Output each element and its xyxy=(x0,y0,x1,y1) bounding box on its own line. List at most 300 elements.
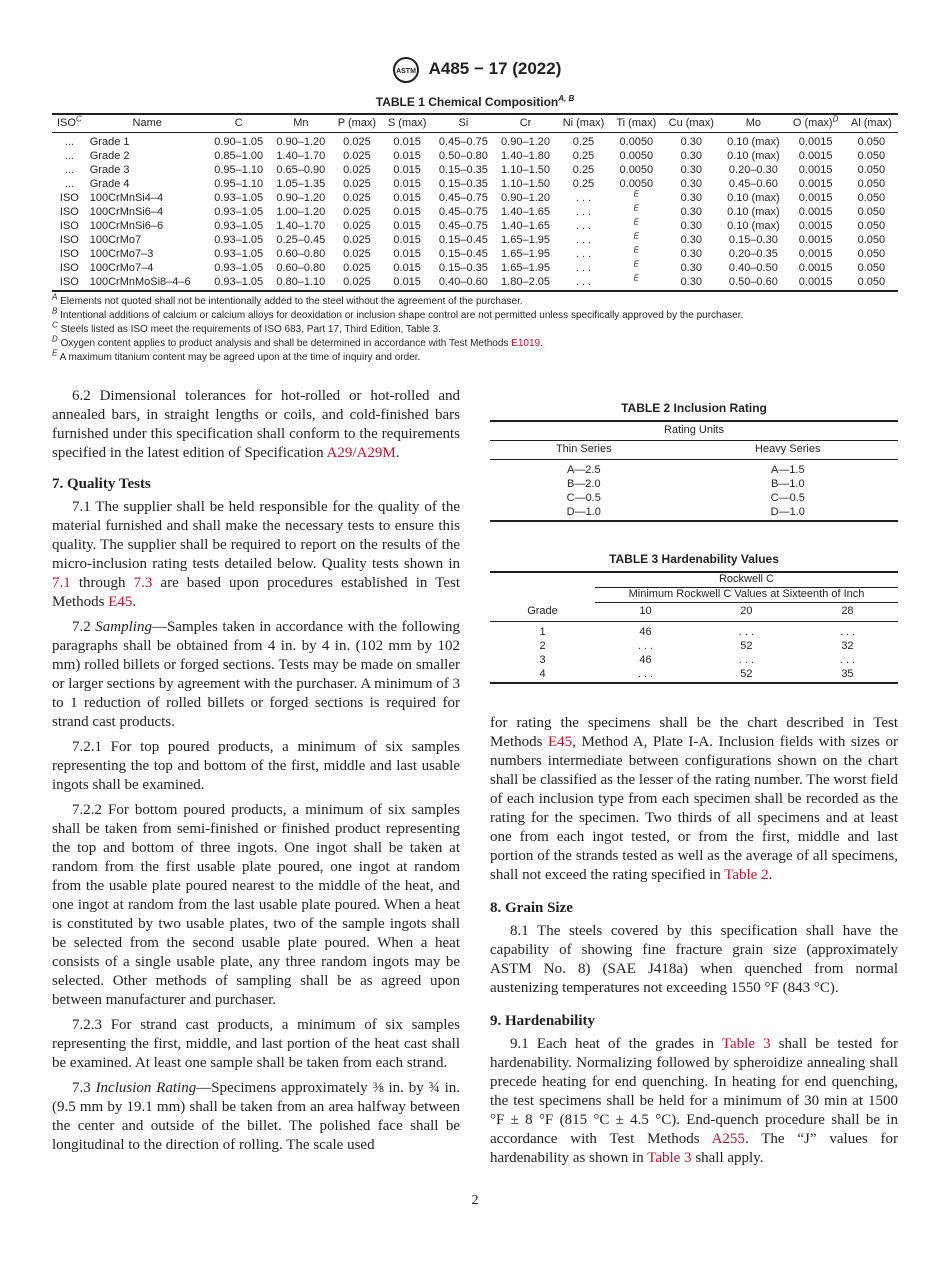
table3-col-header: 28 xyxy=(797,602,898,621)
table-cell: 0.30 xyxy=(680,248,702,261)
table-cell: C—0.5 xyxy=(770,492,805,505)
table-cell: 0.15–0.35 xyxy=(438,178,488,191)
text-segment: A maximum titanium content may be agreed upon at the time of inquiry and order. xyxy=(59,351,421,363)
table-cell: 52 xyxy=(740,640,753,653)
table-cell: 0.050 xyxy=(857,192,886,205)
table-cell: . . . xyxy=(637,668,654,681)
link-e45[interactable]: E45 xyxy=(548,733,573,750)
table-cell: Grade 2 xyxy=(89,150,130,163)
table-cell: 100CrMnSi4–4 xyxy=(89,192,164,205)
table-cell: 0.0015 xyxy=(798,262,833,275)
table-row xyxy=(52,150,898,164)
text-segment: C xyxy=(234,116,243,129)
table3-group: Rockwell C xyxy=(595,572,898,588)
table1-col-header xyxy=(87,114,208,133)
table-cell: . . . xyxy=(575,234,592,247)
table-cell: 0.015 xyxy=(393,234,421,247)
table-cell: 0.0015 xyxy=(798,248,833,261)
text-segment: P (max) xyxy=(337,116,377,129)
table-cell: 1.10–1.50 xyxy=(501,178,550,191)
table-cell: 0.0050 xyxy=(619,150,654,163)
table-cell: 100CrMnSi6–4 xyxy=(89,206,164,219)
text-segment: through xyxy=(70,574,134,591)
table-cell: . . . xyxy=(575,276,592,289)
table2-grid xyxy=(490,420,898,522)
table-cell: 0.93–1.05 xyxy=(214,206,264,219)
text-segment: 7.3 xyxy=(72,1079,96,1096)
text-segment: Intentional additions of calcium or calcium alloys for deoxidation or inclusion shape control are not permitted unless specifically approved by the purchaser. xyxy=(60,309,744,321)
table-cell: 0.050 xyxy=(857,234,886,247)
table-cell: 0.025 xyxy=(343,248,371,261)
table-cell: 1.00–1.20 xyxy=(276,206,326,219)
table-cell: Grade 4 xyxy=(89,178,130,191)
footnote-mark: E xyxy=(633,245,640,255)
table-cell: 0.95–1.10 xyxy=(214,164,264,177)
table-cell: 1.65–1.95 xyxy=(501,248,550,261)
table-cell: 0.45–0.60 xyxy=(728,178,778,191)
text-segment: Ti (max) xyxy=(616,116,657,129)
table-cell: 0.050 xyxy=(857,206,886,219)
table-cell: 0.15–0.35 xyxy=(438,164,488,177)
table-cell: D—1.0 xyxy=(566,506,601,519)
table-cell: 0.90–1.20 xyxy=(501,136,550,149)
text-segment: Mn xyxy=(293,116,309,129)
text-segment: Inclusion Rating xyxy=(95,1079,197,1096)
table-row xyxy=(490,492,898,506)
text-segment: for rating the specimens shall be the chart described in Test Methods xyxy=(490,714,898,750)
footnote-mark: B xyxy=(52,306,58,316)
footnote-mark: E xyxy=(633,189,640,199)
text-segment: —Samples taken in accordance with the following paragraphs shall be obtained from 4 in. by 4 in. (102 mm by 102 mm) rolled billets or forged sections. Tests may be made on smaller or larger sections by agreement with the purchaser. A minimum of 3 to 1 reduction of rolled billets or forged sections is required for strand cast products. xyxy=(52,618,460,730)
table-cell: 0.10 (max) xyxy=(727,136,780,149)
table-cell: 0.90–1.20 xyxy=(276,192,326,205)
table-row xyxy=(490,668,898,683)
text-segment: . xyxy=(540,337,543,349)
table-cell: . . . xyxy=(738,654,755,667)
para-7-1 xyxy=(52,498,460,612)
table1-col-header xyxy=(662,114,720,133)
table-cell: 0.025 xyxy=(343,178,371,191)
text-segment: Cu (max) xyxy=(668,116,714,129)
table-cell: 0.15–0.30 xyxy=(728,234,778,247)
table-cell: 0.45–0.75 xyxy=(438,220,488,233)
table-cell: 0.025 xyxy=(343,206,371,219)
table-row xyxy=(52,206,898,220)
table-cell: 0.050 xyxy=(857,276,886,289)
table-cell: 0.30 xyxy=(680,262,702,275)
table-row xyxy=(490,478,898,492)
table3-subgroup: Minimum Rockwell C Values at Sixteenth of Inch xyxy=(595,587,898,602)
table-cell: Grade 1 xyxy=(89,136,130,149)
table1-col-header xyxy=(208,114,270,133)
table-cell: 0.90–1.05 xyxy=(214,136,264,149)
link-table-3[interactable]: Table 3 xyxy=(721,1035,771,1052)
table1-col-header xyxy=(52,114,87,133)
table-cell: 0.30 xyxy=(680,192,702,205)
table-cell: 0.30 xyxy=(680,276,702,289)
table-cell: 1.65–1.95 xyxy=(501,234,550,247)
right-column xyxy=(490,387,898,1168)
table-cell: 1.65–1.95 xyxy=(501,262,550,275)
table-cell: 0.025 xyxy=(343,192,371,205)
table-cell: 0.90–1.20 xyxy=(276,136,326,149)
table-cell: ... xyxy=(64,150,74,163)
table-cell: 0.65–0.90 xyxy=(276,164,326,177)
table-cell: 1 xyxy=(539,626,546,639)
text-segment: ISO xyxy=(57,116,76,129)
page-number: 2 xyxy=(471,1192,479,1208)
table-cell: 100CrMo7–4 xyxy=(89,262,154,275)
table-cell: 0.015 xyxy=(393,178,421,191)
table-cell: 100CrMo7–3 xyxy=(89,248,154,261)
table-row xyxy=(490,654,898,668)
table-cell: 0.30 xyxy=(680,220,702,233)
footnote-mark: E xyxy=(52,348,58,358)
table-cell: A—2.5 xyxy=(566,464,601,477)
table-cell: A—1.5 xyxy=(770,464,805,477)
table-row xyxy=(52,262,898,276)
table-cell: 32 xyxy=(841,640,854,653)
table-cell: 1.05–1.35 xyxy=(276,178,326,191)
table-cell: 0.0015 xyxy=(798,178,833,191)
text-segment: shall apply. xyxy=(691,1149,764,1166)
link-e45[interactable]: E45 xyxy=(108,593,133,610)
table-row xyxy=(490,640,898,654)
table-cell: 0.25–0.45 xyxy=(276,234,326,247)
table-row xyxy=(490,506,898,521)
table-cell: C—0.5 xyxy=(566,492,601,505)
text-segment: shall be tested for hardenability. Normalizing followed by spheroidize annealing shall precede heating for end quenching. In heating for end quenching, the test specimens shall be held for a minimum of 30 min at 1500 °F ± 8 °F (815 °C ± 4.5 °C). End-quench procedure shall be in accordance with Test Methods xyxy=(490,1035,899,1147)
table-cell: 0.60–0.80 xyxy=(276,248,326,261)
table-cell: . . . xyxy=(575,220,592,233)
table-cell: 0.025 xyxy=(343,276,371,289)
table2-group: Rating Units xyxy=(490,421,898,441)
footnote-mark: E xyxy=(633,231,640,241)
table-cell: ISO xyxy=(59,220,79,233)
table-cell: 0.015 xyxy=(393,220,421,233)
table-cell: ISO xyxy=(59,276,79,289)
footnote xyxy=(52,348,898,365)
table1-col-header xyxy=(610,114,662,133)
text-segment: , Method A, Plate I-A. Inclusion fields with sizes or numbers intermediate between configurations shown on the chart shall be classified as the lesser of the rating number. The worst field of each inclusion type from each specimen shall be recorded as the rating for the specimen. Two thirds of all specimens and at least one from each ingot tested, or from the first, middle and last portion of the strands tested as well as the average of all specimens, shall not exceed the rating specified in xyxy=(490,733,898,883)
table-cell: 0.93–1.05 xyxy=(214,248,264,261)
table1-col-header xyxy=(557,114,611,133)
footnote-mark: E xyxy=(633,259,640,269)
table-cell: 0.10 (max) xyxy=(727,150,780,163)
table-cell: 0.15–0.35 xyxy=(438,262,488,275)
document-title: A485 − 17 (2022) xyxy=(428,59,562,78)
table-chemical-composition xyxy=(52,95,898,292)
table-cell: 0.30 xyxy=(680,178,702,191)
footnote-mark: E xyxy=(633,217,640,227)
table-cell: 0.93–1.05 xyxy=(214,276,264,289)
table-cell: ... xyxy=(64,178,74,191)
table-cell: 0.93–1.05 xyxy=(214,234,264,247)
table-cell: 0.0015 xyxy=(798,164,833,177)
text-segment: 6.2 Dimensional tolerances for hot-rolled or hot-rolled and annealed bars, in straight lengths or coils, and cold-finished bars furnished under this specification shall conform to the requirements specified in the latest edition of Specification xyxy=(52,387,460,461)
table-cell: 0.0015 xyxy=(798,150,833,163)
table-cell: 0.0050 xyxy=(619,136,654,149)
para-7-2-2: 7.2.2 For bottom poured products, a minimum of six samples shall be taken from semi-finished or finished product representing the top and bottom of three ingots. One ingot shall be taken at random from the first usable plate poured, one ingot at random from the usable plate poured nearest to the middle of the heat, and one ingot at random from the last usable plate poured. When a heat is constituted by two usable plates, two of the sample ingots shall be selected from the second usable plate poured. When a heat consists of a single usable plate, any three random ingots may be selected. Other methods of sampling shall be as agreed upon between manufacturer and purchaser. xyxy=(52,801,460,1008)
svg-text:ASTM: ASTM xyxy=(395,67,416,75)
table-cell: 0.93–1.05 xyxy=(214,192,264,205)
link-7-3[interactable]: 7.3 xyxy=(133,574,153,591)
para-7-2-3: 7.2.3 For strand cast products, a minimum of six samples representing the first, middle, and last portion of the heat cast shall be examined. At least one sample shall be taken from each strand. xyxy=(52,1016,460,1071)
table-cell: 0.015 xyxy=(393,262,421,275)
table-cell: 100CrMnMoSi8–4–6 xyxy=(89,276,191,289)
table-cell: 0.45–0.75 xyxy=(438,192,488,205)
table-cell: 0.0015 xyxy=(798,276,833,289)
table-row xyxy=(52,178,898,192)
table-cell: 0.50–0.60 xyxy=(728,276,778,289)
text-segment: Cr xyxy=(519,116,532,129)
table-cell xyxy=(610,273,662,291)
two-column-body xyxy=(52,387,898,1168)
table1-title-footnote: A, B xyxy=(558,93,575,103)
table-cell: ISO xyxy=(59,234,79,247)
table-cell: 0.40–0.50 xyxy=(728,262,778,275)
table1-col-header xyxy=(787,114,845,133)
para-8-1: 8.1 The steels covered by this specification shall have the capability of showing fine fracture grain size (approximately ASTM No. 8) (SAE J418a) when quenched from normal austenizing temperatures not exceeding 1550 °F (843 °C). xyxy=(490,922,898,996)
footnote-mark: A xyxy=(52,292,58,302)
text-segment: . The “J” values for hardenability as shown in xyxy=(490,1130,898,1166)
table1-col-header xyxy=(432,114,494,133)
table-inclusion-rating xyxy=(490,401,898,522)
table-cell: 0.0015 xyxy=(798,206,833,219)
table-cell: 0.015 xyxy=(393,192,421,205)
table-cell: 0.050 xyxy=(857,150,886,163)
table-cell: 0.0015 xyxy=(798,192,833,205)
table-cell: ISO xyxy=(59,192,79,205)
link-table-2[interactable]: Table 2 xyxy=(724,866,769,883)
table-cell: 0.050 xyxy=(857,262,886,275)
table-cell: ... xyxy=(64,136,74,149)
text-segment: Steels listed as ISO meet the requirements of ISO 683, Part 17, Third Edition, Table 3. xyxy=(60,323,441,335)
table-cell: 0.30 xyxy=(680,150,702,163)
table-cell: B—2.0 xyxy=(566,478,601,491)
footnote-mark: C xyxy=(52,320,58,330)
table-row xyxy=(490,621,898,640)
table3-col-header: 10 xyxy=(595,602,696,621)
text-segment: Name xyxy=(132,116,162,129)
table1-col-header xyxy=(494,114,556,133)
table-hardenability xyxy=(490,552,898,684)
table-row xyxy=(52,192,898,206)
table-row xyxy=(52,164,898,178)
text-segment: 7.2 xyxy=(72,618,96,635)
table-cell: 1.40–1.80 xyxy=(501,150,550,163)
para-7-2 xyxy=(52,618,460,732)
table-cell: 0.050 xyxy=(857,136,886,149)
table-cell: 100CrMo7 xyxy=(89,234,142,247)
para-7-2-1: 7.2.1 For top poured products, a minimum of six samples representing the top and bottom of the first, middle and last usable ingots shall be examined. xyxy=(52,738,460,793)
footnote xyxy=(52,292,898,309)
table1-title-row xyxy=(52,95,898,110)
footnote xyxy=(52,306,898,323)
table-cell: 46 xyxy=(639,654,652,667)
table-cell: 0.30 xyxy=(680,206,702,219)
text-segment: Sampling xyxy=(95,618,152,635)
text-segment: Elements not quoted shall not be intentionally added to the steel without the agreement of the purchaser. xyxy=(60,295,523,307)
heading-quality-tests: 7. Quality Tests xyxy=(52,475,151,492)
table-row xyxy=(52,220,898,234)
table-cell: 0.50–0.80 xyxy=(438,150,488,163)
table-cell: 0.025 xyxy=(343,164,371,177)
table-cell: 1.40–1.65 xyxy=(501,206,550,219)
para-7-3-cont xyxy=(490,714,898,885)
footnote-mark: E xyxy=(633,203,640,213)
table-cell: 0.20–0.35 xyxy=(728,248,778,261)
heading-hardenability: 9. Hardenability xyxy=(490,1012,596,1029)
table-cell: 0.015 xyxy=(393,248,421,261)
text-segment: 7.1 The supplier shall be held responsible for the quality of the material furnished and shall make the necessary tests to ensure this quality. The supplier shall be required to report on the results of the micro-inclusion rating tests detailed below. Quality tests shown in xyxy=(52,498,460,572)
table1-grid xyxy=(52,113,898,292)
table-cell: 35 xyxy=(841,668,854,681)
table-cell: 0.025 xyxy=(343,234,371,247)
table-cell: 0.25 xyxy=(572,150,595,163)
table-cell: 0.0050 xyxy=(619,178,654,191)
table-cell: . . . xyxy=(738,626,755,639)
table-cell: . . . xyxy=(839,626,856,639)
table-cell: D—1.0 xyxy=(770,506,805,519)
table-cell: 0.10 (max) xyxy=(727,220,780,233)
table2-col-heavy: Heavy Series xyxy=(678,440,898,459)
table-cell: 0.45–0.75 xyxy=(438,136,488,149)
table-cell: 0.40–0.60 xyxy=(438,276,488,289)
text-segment: 9.1 Each heat of the grades in xyxy=(510,1035,722,1052)
table-cell: 0.25 xyxy=(572,164,595,177)
table-cell: 0.15–0.45 xyxy=(438,234,488,247)
table-cell: 0.0015 xyxy=(798,234,833,247)
table-cell: 0.85–1.00 xyxy=(214,150,264,163)
table-cell: 0.25 xyxy=(572,136,595,149)
table-row xyxy=(52,276,898,291)
table3-grid xyxy=(490,571,898,684)
table-cell: 0.90–1.20 xyxy=(501,192,550,205)
text-segment: Ni (max) xyxy=(562,116,605,129)
table1-col-header xyxy=(382,114,432,133)
footnote-mark: E xyxy=(633,273,640,283)
text-segment: . xyxy=(132,593,137,610)
table-row xyxy=(490,459,898,478)
table-cell: ... xyxy=(64,164,74,177)
table-cell: 0.0015 xyxy=(798,220,833,233)
table-row xyxy=(52,248,898,262)
link-table-3[interactable]: Table 3 xyxy=(647,1149,692,1166)
footnote-mark: D xyxy=(52,334,58,344)
table-cell: 0.050 xyxy=(857,164,886,177)
text-segment: O (max) xyxy=(792,116,833,129)
table-cell: 1.40–1.65 xyxy=(501,220,550,233)
link-a255[interactable]: A255 xyxy=(711,1130,745,1147)
table-cell: 4 xyxy=(539,668,546,681)
text-segment: . xyxy=(768,866,773,883)
para-6-2 xyxy=(52,387,460,463)
page-header xyxy=(52,56,898,83)
para-9-1 xyxy=(490,1035,898,1168)
link-e1019[interactable]: E1019 xyxy=(511,337,541,349)
table-cell: B—1.0 xyxy=(770,478,805,491)
table-cell: 0.30 xyxy=(680,136,702,149)
table-cell: . . . xyxy=(575,192,592,205)
table1-title: TABLE 1 Chemical Composition xyxy=(375,94,559,109)
table-cell: 100CrMnSi6–6 xyxy=(89,220,164,233)
table-cell: 1.40–1.70 xyxy=(276,150,326,163)
footnote xyxy=(52,320,898,337)
table-cell: . . . xyxy=(637,640,654,653)
table-cell: 0.25 xyxy=(572,178,595,191)
table-cell: 46 xyxy=(639,626,652,639)
table-cell: 0.0050 xyxy=(619,164,654,177)
table-cell: . . . xyxy=(839,654,856,667)
table-cell: 0.015 xyxy=(393,164,421,177)
link-7-1[interactable]: 7.1 xyxy=(52,574,71,591)
table1-col-header xyxy=(720,114,786,133)
astm-logo-icon xyxy=(389,57,423,83)
table-cell: 0.93–1.05 xyxy=(214,220,264,233)
text-segment: Al (max) xyxy=(850,116,892,129)
table-cell: 0.93–1.05 xyxy=(214,262,264,275)
table-cell: 0.025 xyxy=(343,150,371,163)
para-7-3 xyxy=(52,1079,460,1155)
table-cell: 0.15–0.45 xyxy=(438,248,488,261)
table-cell: 0.015 xyxy=(393,276,421,289)
table-cell: ISO xyxy=(59,206,79,219)
table-row xyxy=(52,234,898,248)
text-segment: Si xyxy=(458,116,469,129)
table1-footnotes xyxy=(52,292,898,365)
table-cell: 0.45–0.75 xyxy=(438,206,488,219)
table-cell: 3 xyxy=(539,654,546,667)
table-cell: 52 xyxy=(740,668,753,681)
table-cell: 0.050 xyxy=(857,220,886,233)
table-cell: . . . xyxy=(575,206,592,219)
table-cell: 0.10 (max) xyxy=(727,192,780,205)
table-cell: 0.050 xyxy=(857,248,886,261)
table-cell: 1.40–1.70 xyxy=(276,220,326,233)
table-cell: Grade 3 xyxy=(89,164,130,177)
left-column xyxy=(52,387,460,1168)
heading-grain-size: 8. Grain Size xyxy=(490,899,573,916)
table-cell: ISO xyxy=(59,262,79,275)
footnote xyxy=(52,334,898,351)
table1-col-header xyxy=(845,114,898,133)
footnote-mark: C xyxy=(75,113,82,123)
text-segment: Oxygen content applies to product analysis and shall be determined in accordance with Test Methods xyxy=(60,337,512,349)
table-cell: 0.60–0.80 xyxy=(276,262,326,275)
table3-title: TABLE 3 Hardenability Values xyxy=(609,551,779,566)
table-cell: 0.30 xyxy=(680,164,702,177)
table3-col-header: 20 xyxy=(696,602,797,621)
table-cell: 0.025 xyxy=(343,220,371,233)
table-cell: 0.025 xyxy=(343,262,371,275)
table-cell: 0.015 xyxy=(393,150,421,163)
text-segment: . xyxy=(395,444,400,461)
text-segment: S (max) xyxy=(387,116,427,129)
table1-col-header xyxy=(332,114,382,133)
link-a29[interactable]: A29/A29M xyxy=(326,444,396,461)
table-cell: . . . xyxy=(575,248,592,261)
table-cell: 0.95–1.10 xyxy=(214,178,264,191)
table3-col-header: Grade xyxy=(490,602,595,621)
table2-title: TABLE 2 Inclusion Rating xyxy=(621,400,767,415)
table-cell: ISO xyxy=(59,248,79,261)
table-cell: . . . xyxy=(575,262,592,275)
table-cell: 0.050 xyxy=(857,178,886,191)
footnote-mark: D xyxy=(832,113,839,123)
table2-col-thin: Thin Series xyxy=(490,440,678,459)
table-cell: 0.30 xyxy=(680,234,702,247)
